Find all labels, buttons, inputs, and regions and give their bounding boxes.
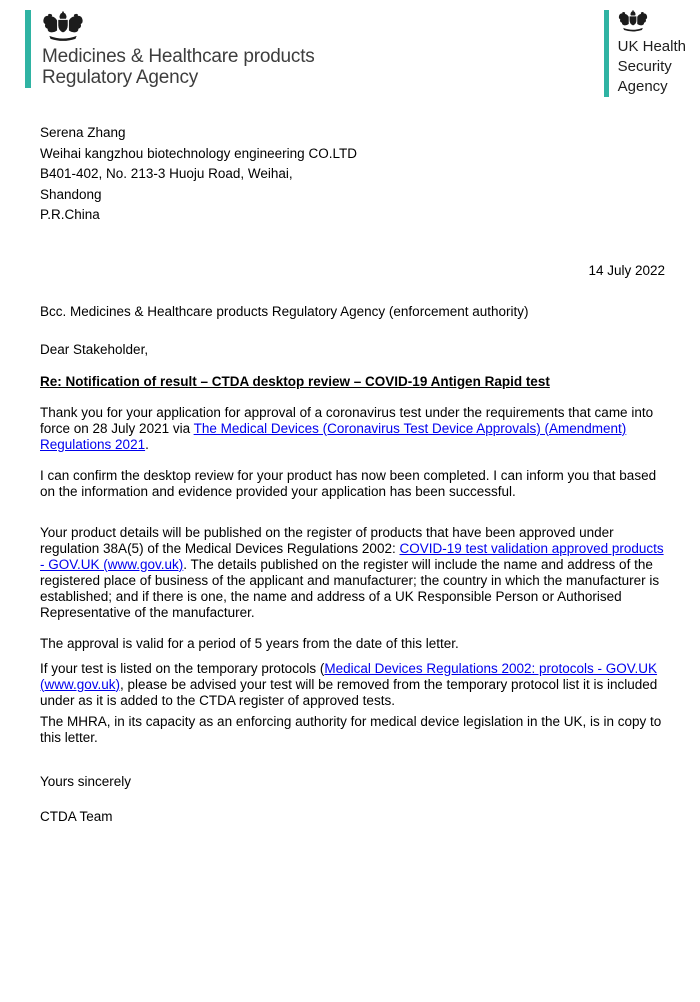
bcc-line: Bcc. Medicines & Healthcare products Regulatory Agency (enforcement authority): [40, 303, 529, 319]
letter-paragraph: [40, 525, 665, 621]
recipient-block: [40, 123, 665, 226]
ukhsa-logo-line1: UK Health: [617, 38, 686, 55]
salutation: Dear Stakeholder,: [40, 341, 149, 357]
royal-crest-icon: [618, 10, 648, 33]
letter-paragraph: [40, 468, 665, 500]
hyperlink[interactable]: Medical Devices Regulations 2002: protocols - GOV.UK (www.gov.uk): [40, 660, 658, 692]
subject-line: Re: Notification of result – CTDA desktop review – COVID-19 Antigen Rapid test: [40, 373, 550, 389]
recipient-line: P.R.China: [40, 207, 100, 222]
letter-paragraph: [40, 714, 665, 746]
recipient-line: B401-402, No. 213-3 Huoju Road, Weihai,: [40, 166, 293, 181]
paragraph-text: . The details published on the register will include the name and address of the registered place of business of the applicant and manufacturer; the country in which the manufacturer is established; and if there is one, the name and address of a UK Responsible Person or Authorised Representative of the manufacturer.: [40, 556, 660, 620]
paragraph-text: The MHRA, in its capacity as an enforcing authority for medical device legislation in the UK, is in copy to this letter.: [40, 713, 662, 745]
recipient-line: Weihai kangzhou biotechnology engineering CO.LTD: [40, 145, 357, 161]
paragraph-text: I can confirm the desktop review for your product has now been completed. I can inform you that based on the information and evidence provided your application has been successful.: [40, 467, 657, 499]
closing: Yours sincerely: [40, 773, 132, 789]
paragraph-text: If your test is listed on the temporary protocols (: [40, 660, 325, 676]
mhra-logo-line2: Regulatory Agency: [42, 67, 199, 88]
letter-body: [0, 123, 700, 825]
letter-paragraph: [40, 636, 665, 652]
recipient-line: Serena Zhang: [40, 125, 126, 140]
mhra-logo-line1: Medicines & Healthcare products: [42, 46, 315, 67]
paragraph-text: Your product details will be published on the register of products that have been approved under regulation 38A(5) of the Medical Devices Regulations 2002:: [40, 524, 614, 556]
ukhsa-logo-line3: Agency: [617, 78, 668, 95]
paragraph-text: The approval is valid for a period of 5 years from the date of this letter.: [40, 635, 459, 651]
ukhsa-logo: [604, 10, 686, 97]
letter-date: 14 July 2022: [588, 262, 665, 278]
page-header: [0, 0, 700, 97]
letter-paragraph: [40, 661, 665, 709]
letter-paragraphs: [40, 405, 665, 746]
recipient-line: Shandong: [40, 186, 102, 202]
paragraph-text: , please be advised your test will be removed from the temporary protocol list it is included under as it is added to the CTDA register of approved tests.: [40, 676, 658, 708]
signature: CTDA Team: [40, 808, 113, 824]
letter-paragraph: [40, 405, 665, 453]
ukhsa-logo-line2: Security: [617, 58, 672, 75]
royal-crest-icon: [42, 11, 84, 43]
paragraph-text: Thank you for your application for approval of a coronavirus test under the requirements that came into force on 28 July 2021 via: [40, 404, 654, 436]
hyperlink[interactable]: The Medical Devices (Coronavirus Test Device Approvals) (Amendment) Regulations 2021: [40, 420, 627, 452]
mhra-logo: [25, 10, 315, 88]
paragraph-text: .: [145, 436, 149, 452]
hyperlink[interactable]: COVID-19 test validation approved products - GOV.UK (www.gov.uk): [40, 540, 664, 572]
